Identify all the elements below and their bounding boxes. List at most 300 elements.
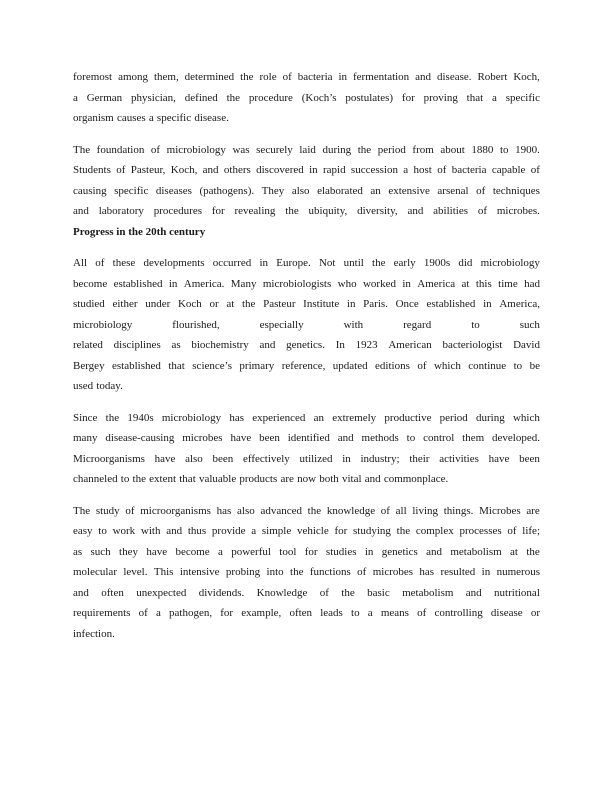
text-line <box>73 469 540 490</box>
word: that <box>168 359 185 372</box>
word: revealing <box>234 205 276 217</box>
text-line <box>73 603 540 624</box>
word: laid <box>299 143 316 156</box>
word: a <box>251 525 257 537</box>
word: often <box>289 607 313 619</box>
word: have <box>230 432 252 444</box>
word: microbiologists <box>262 277 332 290</box>
word: infection. <box>73 627 115 640</box>
text-line <box>73 253 540 274</box>
word: have <box>488 452 510 465</box>
word: pathogen, <box>169 607 213 619</box>
word: for <box>211 205 225 217</box>
word: effectively <box>242 452 290 465</box>
word: in <box>168 277 178 290</box>
word: to <box>120 473 130 485</box>
word: and <box>73 205 89 217</box>
word: molecular <box>73 566 117 578</box>
word: established <box>113 277 163 290</box>
word: physician, <box>131 91 176 104</box>
word: has <box>419 566 435 578</box>
word: a <box>367 607 373 619</box>
word: defined <box>184 91 218 104</box>
word: to <box>98 525 107 537</box>
word: the <box>290 566 304 578</box>
word: microbes <box>372 566 414 578</box>
word: and <box>465 586 482 599</box>
word: become <box>175 545 210 558</box>
word: as <box>171 339 181 351</box>
word: about <box>440 143 465 156</box>
word: German <box>86 91 123 104</box>
word: procedure <box>248 91 293 104</box>
word: have <box>146 545 168 558</box>
word: requirements <box>73 607 131 619</box>
word: in <box>309 164 318 176</box>
word: powerful <box>231 545 271 558</box>
word: during <box>476 411 505 424</box>
word: (pathogens). <box>199 184 255 197</box>
word: and <box>202 164 219 176</box>
word: occurred <box>212 257 252 269</box>
word: thus <box>187 525 207 537</box>
word: resulted <box>440 566 476 578</box>
word: example, <box>241 607 282 619</box>
word: studies <box>325 545 357 558</box>
word: to <box>351 607 360 619</box>
word: leads <box>320 607 343 619</box>
word: established <box>426 298 476 310</box>
word: Bergey <box>73 359 105 372</box>
word: causing <box>73 184 107 197</box>
word: diversity, <box>357 205 398 217</box>
word: nutritional <box>494 586 540 599</box>
word: all <box>395 504 407 517</box>
word: specific <box>156 112 192 124</box>
word: provide <box>211 525 246 537</box>
word: in <box>338 71 348 83</box>
word: commonplace. <box>383 473 449 485</box>
word: a <box>217 545 223 558</box>
word: for <box>220 607 234 619</box>
word: arsenal <box>437 184 469 197</box>
word: now <box>297 473 317 485</box>
word: succession <box>350 164 398 176</box>
word: as <box>73 545 83 558</box>
word: with <box>140 525 161 537</box>
word: Microorganisms <box>73 452 145 465</box>
word: determined <box>184 71 235 83</box>
word: and <box>337 432 354 444</box>
word: of <box>437 164 447 176</box>
word: In <box>335 339 345 351</box>
word: continue <box>468 359 507 372</box>
word: of <box>417 607 427 619</box>
word: life; <box>522 525 540 537</box>
word: an <box>313 411 324 424</box>
word: developed. <box>492 432 540 444</box>
word: dividends. <box>198 586 245 599</box>
word: of <box>95 257 105 269</box>
word: in <box>259 257 269 269</box>
word: channeled <box>73 473 118 485</box>
word: used <box>73 380 94 392</box>
word: identified <box>287 432 330 444</box>
word: of <box>125 504 135 517</box>
text-line <box>73 356 540 377</box>
word: early <box>393 257 416 269</box>
word: either <box>112 298 138 310</box>
word: them, <box>153 71 179 83</box>
text-line <box>73 542 540 563</box>
word: proving <box>423 91 458 104</box>
word: the <box>241 298 256 310</box>
word: studied <box>73 298 105 310</box>
word: time <box>498 277 518 290</box>
word: Paris. <box>363 298 388 310</box>
word: also <box>237 504 255 517</box>
word: flourished, <box>172 318 220 331</box>
word: such <box>519 318 540 331</box>
word: vehicle <box>296 525 329 537</box>
word: often <box>101 586 124 599</box>
word: of <box>476 184 486 197</box>
word: The <box>73 504 91 517</box>
text-line <box>73 67 540 88</box>
word: their <box>409 452 430 465</box>
word: ubiquity, <box>308 205 348 217</box>
word: in <box>342 452 351 465</box>
word: the <box>285 205 299 217</box>
word: both <box>319 473 339 485</box>
word: control <box>423 432 455 444</box>
word: the <box>526 545 540 558</box>
word: easy <box>73 525 93 537</box>
word: disciplines <box>113 339 161 351</box>
word: Koch <box>177 298 202 310</box>
word: disease-causing <box>105 432 175 444</box>
word: the <box>357 143 372 156</box>
word: which <box>433 359 461 372</box>
word: extent <box>149 473 177 485</box>
word: microbiology <box>166 143 226 156</box>
word: extensive <box>388 184 430 197</box>
word: 1900s <box>423 257 451 269</box>
word: microbes. <box>496 205 540 217</box>
word: editions <box>375 359 410 372</box>
word: elaborated <box>317 184 363 197</box>
word: work <box>112 525 136 537</box>
word: science’s <box>192 359 232 372</box>
word: microbiology <box>161 411 222 424</box>
word: Students <box>73 164 111 176</box>
word: Koch, <box>170 164 198 176</box>
word: and <box>259 339 276 351</box>
word: 1923 <box>355 339 378 351</box>
text-line <box>73 583 540 604</box>
word: disease <box>490 607 523 619</box>
paragraph-4 <box>73 408 540 490</box>
word: host <box>413 164 432 176</box>
word: today. <box>96 380 123 392</box>
text-line <box>73 274 540 295</box>
word: microbiology <box>480 257 540 269</box>
paragraph-5 <box>73 501 540 645</box>
word: been <box>259 432 280 444</box>
word: under <box>145 298 171 310</box>
text-line <box>73 562 540 583</box>
word: fermentation <box>352 71 410 83</box>
word: in <box>364 545 374 558</box>
word: The <box>73 143 91 156</box>
word: with <box>343 318 364 331</box>
word: study <box>95 504 120 517</box>
word: to <box>513 359 523 372</box>
word: bacteriologist <box>442 339 503 351</box>
word: did <box>458 257 473 269</box>
word: Koch, <box>513 71 540 83</box>
text-line <box>73 449 540 470</box>
word: Once <box>395 298 419 310</box>
word: a <box>492 91 497 104</box>
word: of <box>138 607 148 619</box>
word: tool <box>279 545 297 558</box>
word: many <box>73 432 98 444</box>
word: from <box>412 143 434 156</box>
word: has <box>216 504 232 517</box>
word: securely <box>256 143 293 156</box>
word: activities <box>439 452 479 465</box>
word: basic <box>367 586 390 599</box>
word: biochemistry <box>191 339 249 351</box>
word: metabolism <box>402 586 454 599</box>
word: an <box>370 184 381 197</box>
word: at <box>461 277 470 290</box>
word: 1940s <box>127 411 154 424</box>
word: has <box>229 411 245 424</box>
word: for <box>334 525 348 537</box>
word: for <box>401 91 415 104</box>
word: the <box>307 504 322 517</box>
text-line <box>73 201 540 222</box>
word: things. <box>443 504 474 517</box>
word: discovered <box>256 164 304 176</box>
word: microorganisms <box>140 504 211 517</box>
word: of <box>507 525 517 537</box>
word: are <box>280 473 294 485</box>
word: Microbes <box>479 504 521 517</box>
word: become <box>73 277 108 290</box>
word: extremely <box>332 411 377 424</box>
word: developments <box>143 257 205 269</box>
text-line <box>73 501 540 522</box>
word: others <box>223 164 251 176</box>
word: or <box>530 607 540 619</box>
word: disease. <box>436 71 472 83</box>
word: the <box>226 91 241 104</box>
word: a <box>403 164 409 176</box>
word: was <box>232 143 250 156</box>
word: They <box>261 184 285 197</box>
word: productive <box>384 411 432 424</box>
text-line <box>73 521 540 542</box>
word: David <box>513 339 540 351</box>
word: of <box>380 504 390 517</box>
word: Institute <box>303 298 340 310</box>
word: the <box>341 586 355 599</box>
word: or <box>209 298 219 310</box>
word: abilities <box>433 205 468 217</box>
word: This <box>153 566 174 578</box>
word: complex <box>415 525 454 537</box>
text-line <box>73 428 540 449</box>
word: 1900. <box>515 143 540 156</box>
word: for <box>304 545 318 558</box>
word: of <box>357 566 367 578</box>
word: simple <box>261 525 292 537</box>
word: the <box>240 71 254 83</box>
word: means <box>380 607 409 619</box>
word: products <box>239 473 278 485</box>
word: until <box>343 257 364 269</box>
word: worked <box>362 277 396 290</box>
word: (Koch’s <box>301 91 337 104</box>
paragraph-2 <box>73 140 540 222</box>
word: of <box>530 164 540 176</box>
section-heading: Progress in the 20th century <box>73 225 206 238</box>
word: Robert <box>477 71 508 83</box>
paragraph-1 <box>73 67 540 129</box>
word: a <box>73 91 78 104</box>
word: and <box>166 525 183 537</box>
word: during <box>322 143 352 156</box>
word: of <box>417 359 427 372</box>
word: related <box>73 339 103 351</box>
word: Pasteur <box>263 298 296 310</box>
word: been <box>519 452 540 465</box>
text-line <box>73 335 540 356</box>
word: Since <box>73 411 98 424</box>
word: techniques <box>492 184 540 197</box>
word: American <box>388 339 432 351</box>
word: who <box>337 277 357 290</box>
word: role <box>259 71 277 83</box>
text-line <box>73 315 540 336</box>
word: especially <box>259 318 304 331</box>
word: had <box>524 277 540 290</box>
word: such <box>90 545 111 558</box>
word: microbiology <box>73 318 133 331</box>
word: laboratory <box>98 205 144 217</box>
word: in <box>346 298 356 310</box>
word: foundation <box>96 143 145 156</box>
word: vital <box>341 473 362 485</box>
word: experienced <box>252 411 306 424</box>
word: among <box>118 71 149 83</box>
word: period <box>377 143 406 156</box>
word: them <box>462 432 485 444</box>
text-line <box>73 181 540 202</box>
word: at <box>226 298 235 310</box>
word: into <box>266 566 284 578</box>
word: in <box>402 277 411 290</box>
word: genetics <box>381 545 418 558</box>
word: also <box>185 452 203 465</box>
word: America, <box>499 298 540 310</box>
word: in <box>483 298 492 310</box>
word: diseases <box>155 184 192 197</box>
word: the <box>105 411 120 424</box>
word: updated <box>332 359 368 372</box>
word: Many <box>230 277 257 290</box>
word: genetics. <box>286 339 325 351</box>
word: a <box>148 112 154 124</box>
word: been <box>212 452 234 465</box>
word: capable <box>491 164 526 176</box>
word: to <box>499 143 509 156</box>
word: living <box>412 504 439 517</box>
word: this <box>475 277 492 290</box>
word: knowledge <box>326 504 376 517</box>
word: be <box>529 359 540 372</box>
word: specific <box>505 91 540 104</box>
word: advanced <box>260 504 302 517</box>
word: these <box>112 257 136 269</box>
word: procedures <box>153 205 203 217</box>
word: of <box>150 143 161 156</box>
word: which <box>512 411 540 424</box>
word: microbes <box>182 432 223 444</box>
text-line <box>73 376 540 397</box>
word: of <box>319 586 329 599</box>
word: specific <box>114 184 149 197</box>
word: level. <box>123 566 148 578</box>
text-line <box>73 108 540 129</box>
text-line <box>73 408 540 429</box>
word: controlling <box>434 607 483 619</box>
word: foremost <box>73 71 113 83</box>
word: methods <box>361 432 399 444</box>
word: metabolism <box>450 545 502 558</box>
word: Europe. <box>276 257 311 269</box>
document-page <box>73 67 540 644</box>
word: of <box>477 205 487 217</box>
word: 1880 <box>471 143 494 156</box>
word: have <box>154 452 176 465</box>
word: at <box>510 545 518 558</box>
text-line <box>73 88 540 109</box>
word: that <box>466 91 484 104</box>
word: intensive <box>179 566 220 578</box>
word: and <box>364 473 381 485</box>
word: reference, <box>281 359 326 372</box>
word: they <box>119 545 138 558</box>
word: also <box>291 184 310 197</box>
word: Knowledge <box>256 586 308 599</box>
word: unexpected <box>136 586 187 599</box>
word: All <box>73 257 88 269</box>
word: to <box>471 318 480 331</box>
word: to <box>406 432 416 444</box>
word: functions <box>309 566 351 578</box>
word: of <box>116 164 126 176</box>
word: a <box>155 607 161 619</box>
word: the <box>396 525 411 537</box>
word: and <box>73 586 89 599</box>
word: rapid <box>322 164 346 176</box>
word: Pasteur, <box>130 164 166 176</box>
word: established <box>112 359 161 372</box>
